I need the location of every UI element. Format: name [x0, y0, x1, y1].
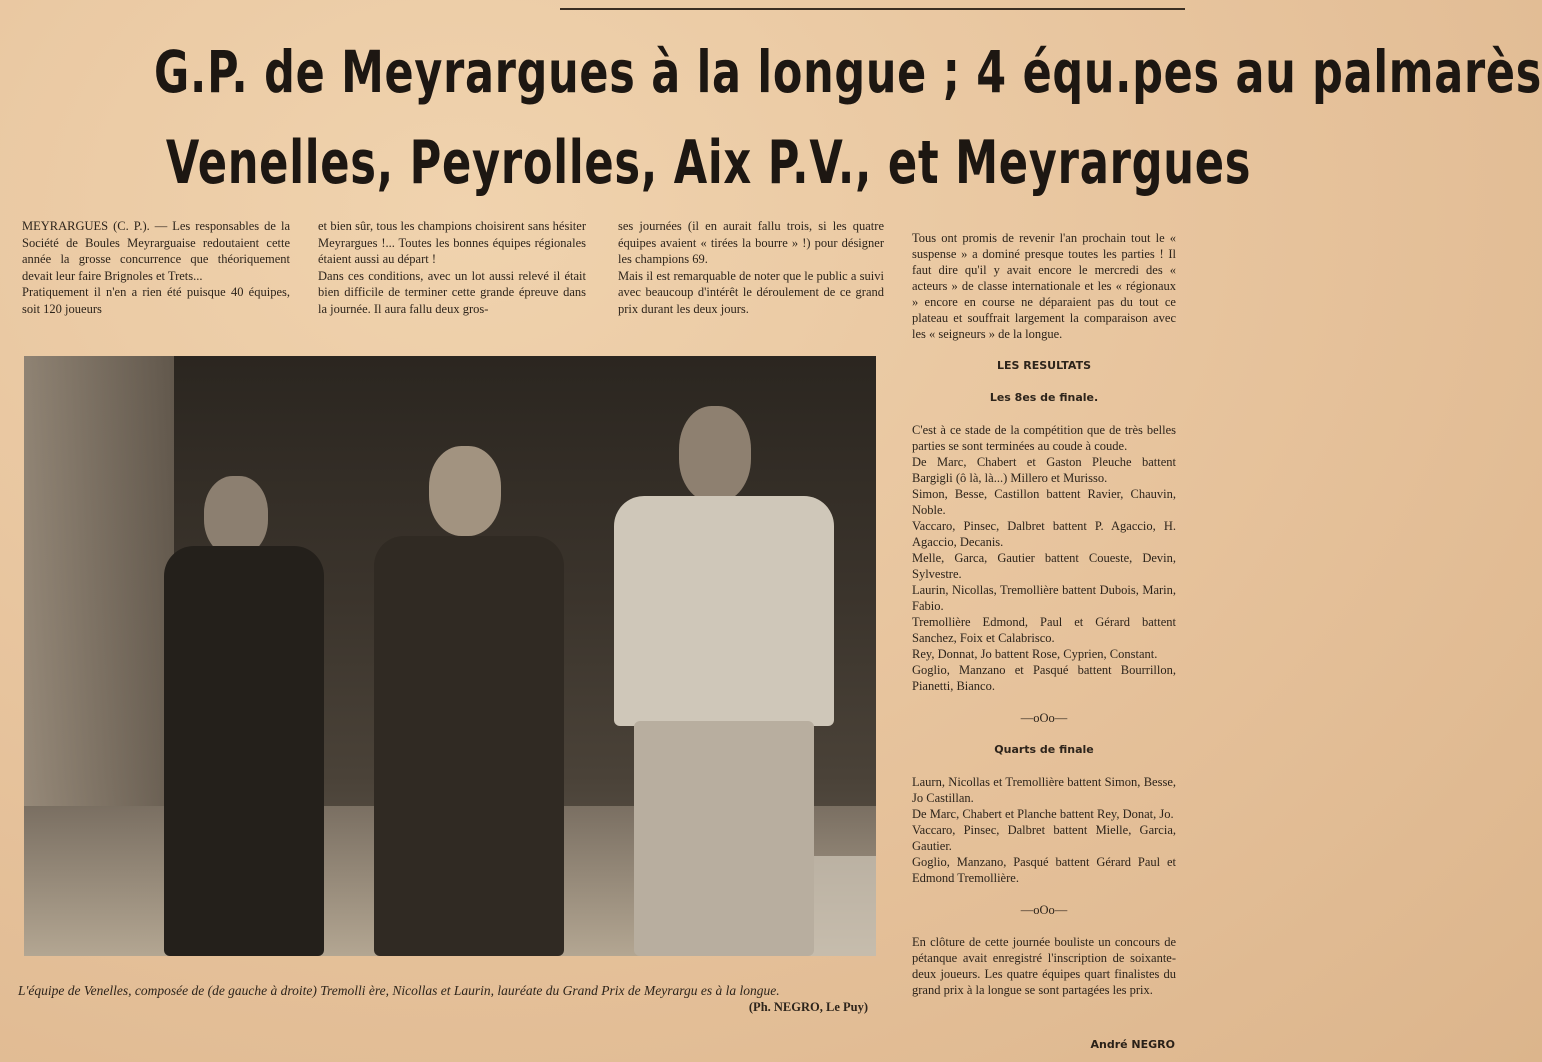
article-column-1: MEYRARGUES (C. P.). — Les responsables de la Société de Boules Meyrarguaise redoutaient cette année la grosse concurrence que théoriquement devait leur faire Brignoles et Trets... Pratiquement il n'en a rien été puisque 40 équipes, soit 120 joueurs	[22, 219, 290, 316]
article-column-3: ses journées (il en aurait fallu trois, si les quatre équipes avaient « tirées la bourre » !) pour désigner les champions 69. Mais il est remarquable de noter que le public a suivi avec beaucoup d'intérêt le déroulement de ce grand prix durant les deux jours.	[618, 219, 884, 316]
author-signature: André NEGRO	[1090, 1038, 1175, 1051]
headline-line-1: G.P. de Meyrargues à la longue ; 4 équ.pes au palmarès	[154, 38, 1542, 106]
photo-caption	[18, 982, 868, 1016]
eighths-heading: Les 8es de finale.	[989, 391, 1099, 404]
team-photo	[24, 356, 876, 956]
person-middle	[354, 436, 584, 956]
person-right	[594, 396, 854, 956]
photo-credit: (Ph. NEGRO, Le Puy)	[748, 1000, 868, 1014]
headline-line-2: Venelles, Peyrolles, Aix P.V., et Meyrargues	[165, 128, 1252, 198]
quarters-heading: Quarts de finale	[994, 743, 1094, 756]
eighths-results: C'est à ce stade de la compétition que de très belles parties se sont terminées au coude à coude. De Marc, Chabert et Gaston Pleuche battent Bargigli (ô là, là...) Millero et Murisso. Simon, Besse, Castillon battent Ravier, Chauvin, Noble. Vaccaro, Pinsec, Dalbret battent P. Agaccio, H. Agaccio, Decanis. Melle, Garca, Gautier battent Coueste, Devin, Sylvestre. Laurin, Nicollas, Tremollière battent Dubois, Marin, Fabio. Tremollière Edmond, Paul et Gérard battent Sanchez, Foix et Calabrisco. Rey, Donnat, Jo battent Rose, Cyprien, Constant. Goglio, Manzano et Pasqué battent Bourrillon, Pianetti, Bianco.	[912, 423, 1176, 693]
column-4-intro: Tous ont promis de revenir l'an prochain tout le « suspense » a dominé presque toutes les parties ! Il faut dire qu'il y avait encore le mercredi des « acteurs » de classe internationale et les « régionaux » encore en course ne déparaient pas du tout ce plateau et souffrait largement la comparaison avec les « seigneurs » de la longue.	[912, 231, 1176, 341]
separator-1: —oOo—	[1020, 711, 1068, 725]
article-column-4	[912, 214, 1176, 1014]
results-heading: LES RESULTATS	[996, 359, 1092, 372]
caption-text: L'équipe de Venelles, composée de (de gauche à droite) Tremolli ère, Nicollas et Laurin, lauréate du Grand Prix de Meyrargu es à la longue.	[18, 983, 780, 998]
article-column-2: et bien sûr, tous les champions choisirent sans hésiter Meyrargues !... Toutes les bonnes équipes régionales étaient aussi au départ ! Dans ces conditions, avec un lot aussi relevé il était bien difficile de terminer cette grande épreuve dans la journée. Il aura fallu deux gros-	[318, 219, 586, 316]
person-left	[144, 456, 344, 956]
quarters-results: Laurn, Nicollas et Tremollière battent Simon, Besse, Jo Castillan. De Marc, Chabert et Planche battent Rey, Donat, Jo. Vaccaro, Pinsec, Dalbret battent Mielle, Garcia, Gautier. Goglio, Manzano, Pasqué battent Gérard Paul et Edmond Tremollière.	[912, 775, 1176, 885]
closing-paragraph: En clôture de cette journée bouliste un concours de pétanque avait enregistré l'inscription de soixante-deux joueurs. Les quatre équipes quart finalistes du grand prix à la longue se sont partagées les prix.	[912, 935, 1176, 997]
separator-2: —oOo—	[1020, 903, 1068, 917]
top-rule	[560, 8, 1185, 10]
